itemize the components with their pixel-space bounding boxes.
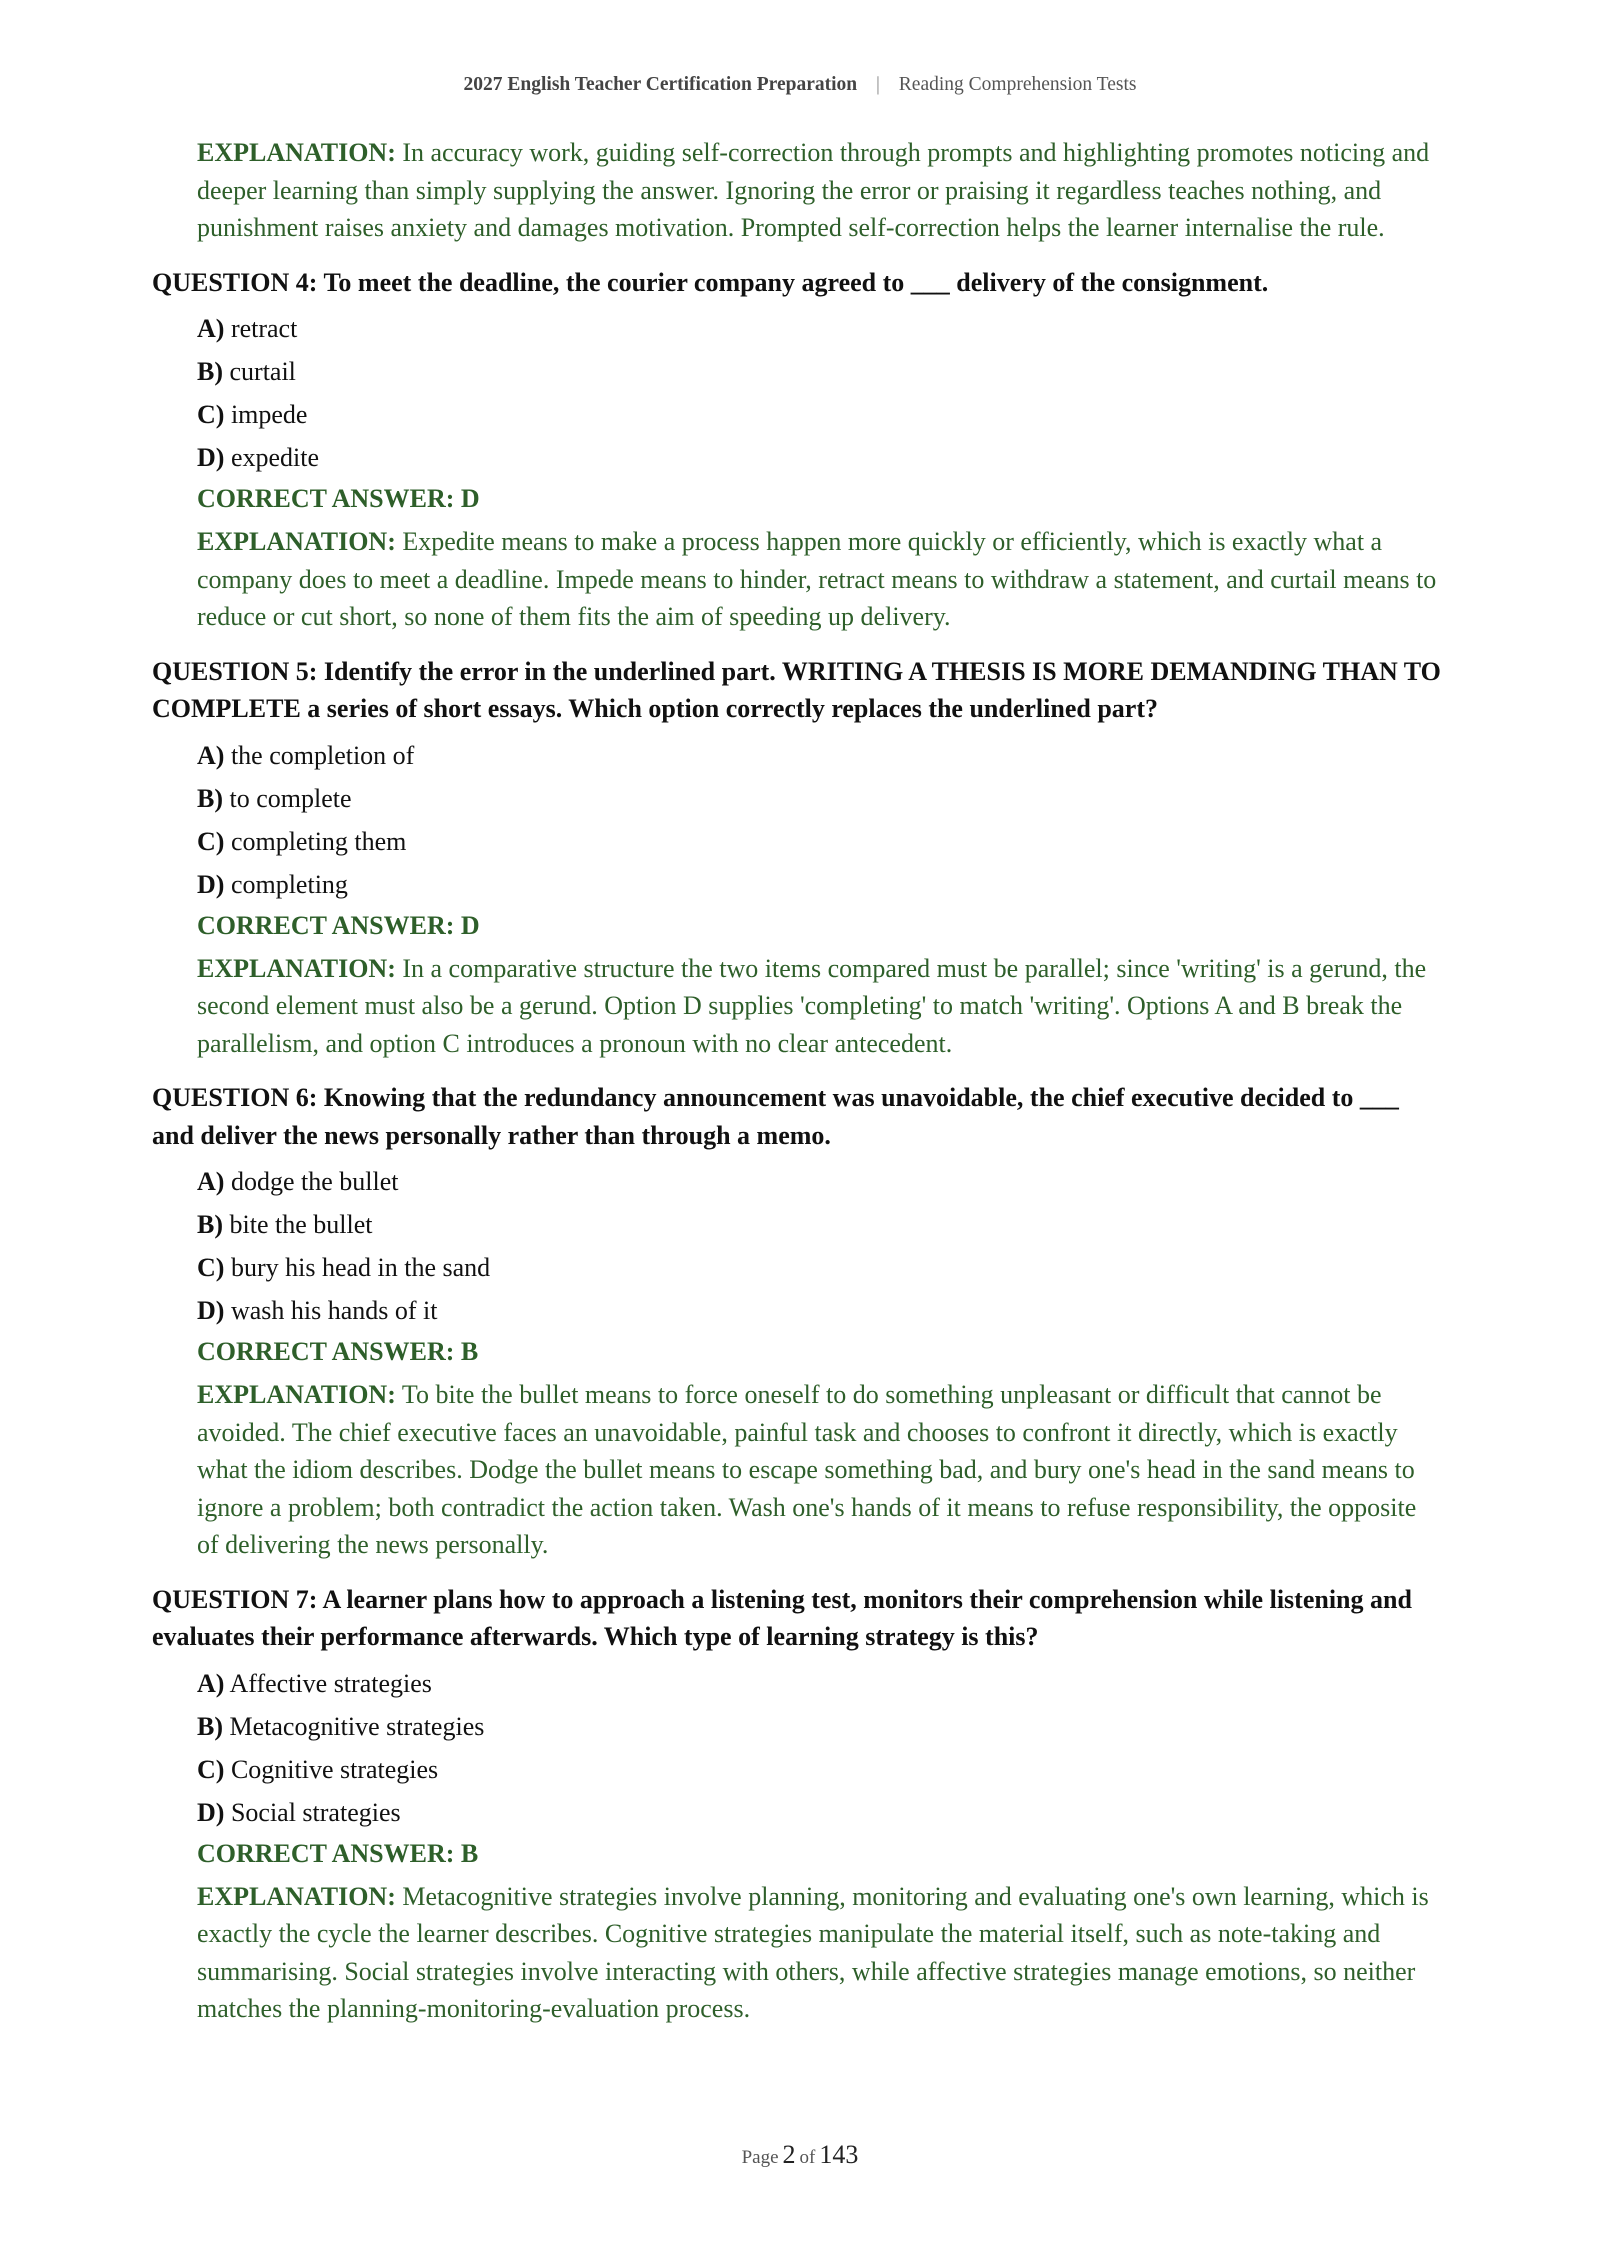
option-b — [197, 1203, 1442, 1246]
option-text: impede — [224, 400, 308, 429]
option-letter: D) — [197, 869, 225, 899]
option-text: the completion of — [224, 740, 415, 770]
option-letter: C) — [197, 400, 225, 429]
explanation — [197, 523, 1442, 636]
question-label: QUESTION 6: — [152, 1083, 318, 1112]
question-text: Knowing that the redundancy announcement was unavoidable, the chief executive decided to ___ and deliver the news personally rather than through a memo. — [152, 1083, 1399, 1150]
option-c — [197, 393, 1442, 436]
option-letter: B) — [197, 1210, 223, 1239]
explanation-label: EXPLANATION: — [197, 1881, 396, 1911]
question-7 — [152, 1581, 1442, 1656]
option-letter: B) — [197, 357, 223, 386]
header-subtitle: Reading Comprehension Tests — [898, 74, 1137, 95]
explanation — [197, 1878, 1442, 2028]
correct-answer: CORRECT ANSWER: D — [197, 484, 480, 513]
explanation-text: In accuracy work, guiding self-correction through prompts and highlighting promotes noticing and deeper learning than simply supplying the answer. Ignoring the error or praising it regardless teaches nothing, and punishment raises anxiety and damages motivation. Prompted self-correction helps the learner internalise the rule. — [197, 138, 1430, 242]
page-content — [152, 134, 1442, 2028]
explanation-label: EXPLANATION: — [197, 953, 396, 983]
explanation-text: Metacognitive strategies involve planning, monitoring and evaluating one's own learning, which is exactly the cycle the learner describes. Cognitive strategies manipulate the material itself, such as note-taking and summarising. Social strategies involve interacting with others, while affective strategies manage emotions, so neither matches the planning-monitoring-evaluation process. — [197, 1881, 1429, 2023]
correct-answer: CORRECT ANSWER: B — [197, 1838, 479, 1868]
option-letter: A) — [197, 314, 225, 343]
option-letter: B) — [197, 1711, 223, 1741]
question-label: QUESTION 7: — [152, 1584, 318, 1614]
question-text: A learner plans how to approach a listening test, monitors their comprehension while listening and evaluates their performance afterwards. Which type of learning strategy is this? — [152, 1584, 1412, 1651]
options-list — [197, 1662, 1442, 1834]
option-text: retract — [224, 314, 298, 343]
current-page-number: 2 — [782, 2140, 796, 2169]
option-letter: A) — [197, 740, 225, 770]
option-text: completing them — [224, 826, 407, 856]
header-title: 2027 English Teacher Certification Preparation — [463, 74, 858, 95]
options-list — [197, 1160, 1442, 1332]
question-block-6 — [152, 1079, 1442, 1564]
page-footer — [0, 2140, 1600, 2170]
option-letter: A) — [197, 1668, 225, 1698]
option-text: expedite — [224, 443, 320, 472]
option-text: Cognitive strategies — [224, 1754, 439, 1784]
option-a — [197, 1160, 1442, 1203]
option-text: Social strategies — [224, 1797, 401, 1827]
option-text: bite the bullet — [223, 1210, 373, 1239]
option-letter: C) — [197, 1754, 225, 1784]
correct-answer: CORRECT ANSWER: D — [197, 910, 480, 940]
question-6 — [152, 1079, 1442, 1154]
top-explanation — [197, 134, 1442, 247]
explanation-label: EXPLANATION: — [197, 138, 396, 167]
option-text: curtail — [223, 357, 296, 386]
question-4 — [152, 264, 1442, 302]
option-letter: D) — [197, 1296, 225, 1325]
option-text: Metacognitive strategies — [223, 1711, 485, 1741]
correct-answer: CORRECT ANSWER: B — [197, 1337, 479, 1366]
explanation — [197, 1376, 1442, 1564]
option-d — [197, 1289, 1442, 1332]
option-letter: C) — [197, 826, 225, 856]
option-c — [197, 820, 1442, 863]
question-block-4 — [152, 264, 1442, 636]
option-text: bury his head in the sand — [224, 1253, 491, 1282]
question-block-5 — [152, 653, 1442, 1063]
explanation-text: In a comparative structure the two items compared must be parallel; since 'writing' is a gerund, the second element must also be a gerund. Option D supplies 'completing' to match 'writing'. Options A and B break the parallelism, and option C introduces a pronoun with no clear antecedent. — [197, 953, 1427, 1058]
option-c — [197, 1246, 1442, 1289]
explanation — [197, 950, 1442, 1063]
option-text: dodge the bullet — [224, 1167, 399, 1196]
question-block-7 — [152, 1581, 1442, 2028]
option-letter: A) — [197, 1167, 225, 1196]
option-d — [197, 863, 1442, 906]
header-separator: | — [876, 74, 880, 95]
option-letter: C) — [197, 1253, 225, 1282]
option-a — [197, 1662, 1442, 1705]
option-text: Affective strategies — [224, 1668, 432, 1698]
options-list — [197, 734, 1442, 906]
option-letter: B) — [197, 783, 223, 813]
option-d — [197, 1791, 1442, 1834]
option-c — [197, 1748, 1442, 1791]
explanation-label: EXPLANATION: — [197, 527, 396, 556]
option-letter: D) — [197, 443, 225, 472]
page-word: Page — [741, 2147, 779, 2168]
options-list — [197, 307, 1442, 479]
option-b — [197, 350, 1442, 393]
question-text: To meet the deadline, the courier company agreed to ___ delivery of the consignment. — [317, 267, 1269, 297]
option-b — [197, 1705, 1442, 1748]
question-label: QUESTION 5: — [152, 656, 318, 686]
option-a — [197, 734, 1442, 777]
question-text: Identify the error in the underlined part. WRITING A THESIS IS MORE DEMANDING THAN TO COMPLETE a series of short essays. Which option correctly replaces the underlined part? — [152, 656, 1441, 723]
option-b — [197, 777, 1442, 820]
page-header — [0, 74, 1600, 96]
total-pages: 143 — [819, 2140, 859, 2169]
question-label: QUESTION 4: — [152, 267, 318, 297]
question-5 — [152, 653, 1442, 728]
option-a — [197, 307, 1442, 350]
of-word: of — [799, 2147, 816, 2168]
explanation-text: To bite the bullet means to force oneself to do something unpleasant or difficult that cannot be avoided. The chief executive faces an unavoidable, painful task and chooses to confront it directly, which is exactly what the idiom describes. Dodge the bullet means to escape something bad, and bury one's head in the sand means to ignore a problem; both contradict the action taken. Wash one's hands of it means to refuse responsibility, the opposite of delivering the news personally. — [197, 1380, 1417, 1559]
explanation-text: Expedite means to make a process happen more quickly or efficiently, which is exactly what a company does to meet a deadline. Impede means to hinder, retract means to withdraw a statement, and curtail means to reduce or cut short, so none of them fits the aim of speeding up delivery. — [197, 527, 1437, 631]
option-letter: D) — [197, 1797, 225, 1827]
option-text: completing — [224, 869, 348, 899]
option-text: wash his hands of it — [224, 1296, 438, 1325]
option-text: to complete — [223, 783, 352, 813]
option-d — [197, 436, 1442, 479]
explanation-label: EXPLANATION: — [197, 1380, 396, 1409]
